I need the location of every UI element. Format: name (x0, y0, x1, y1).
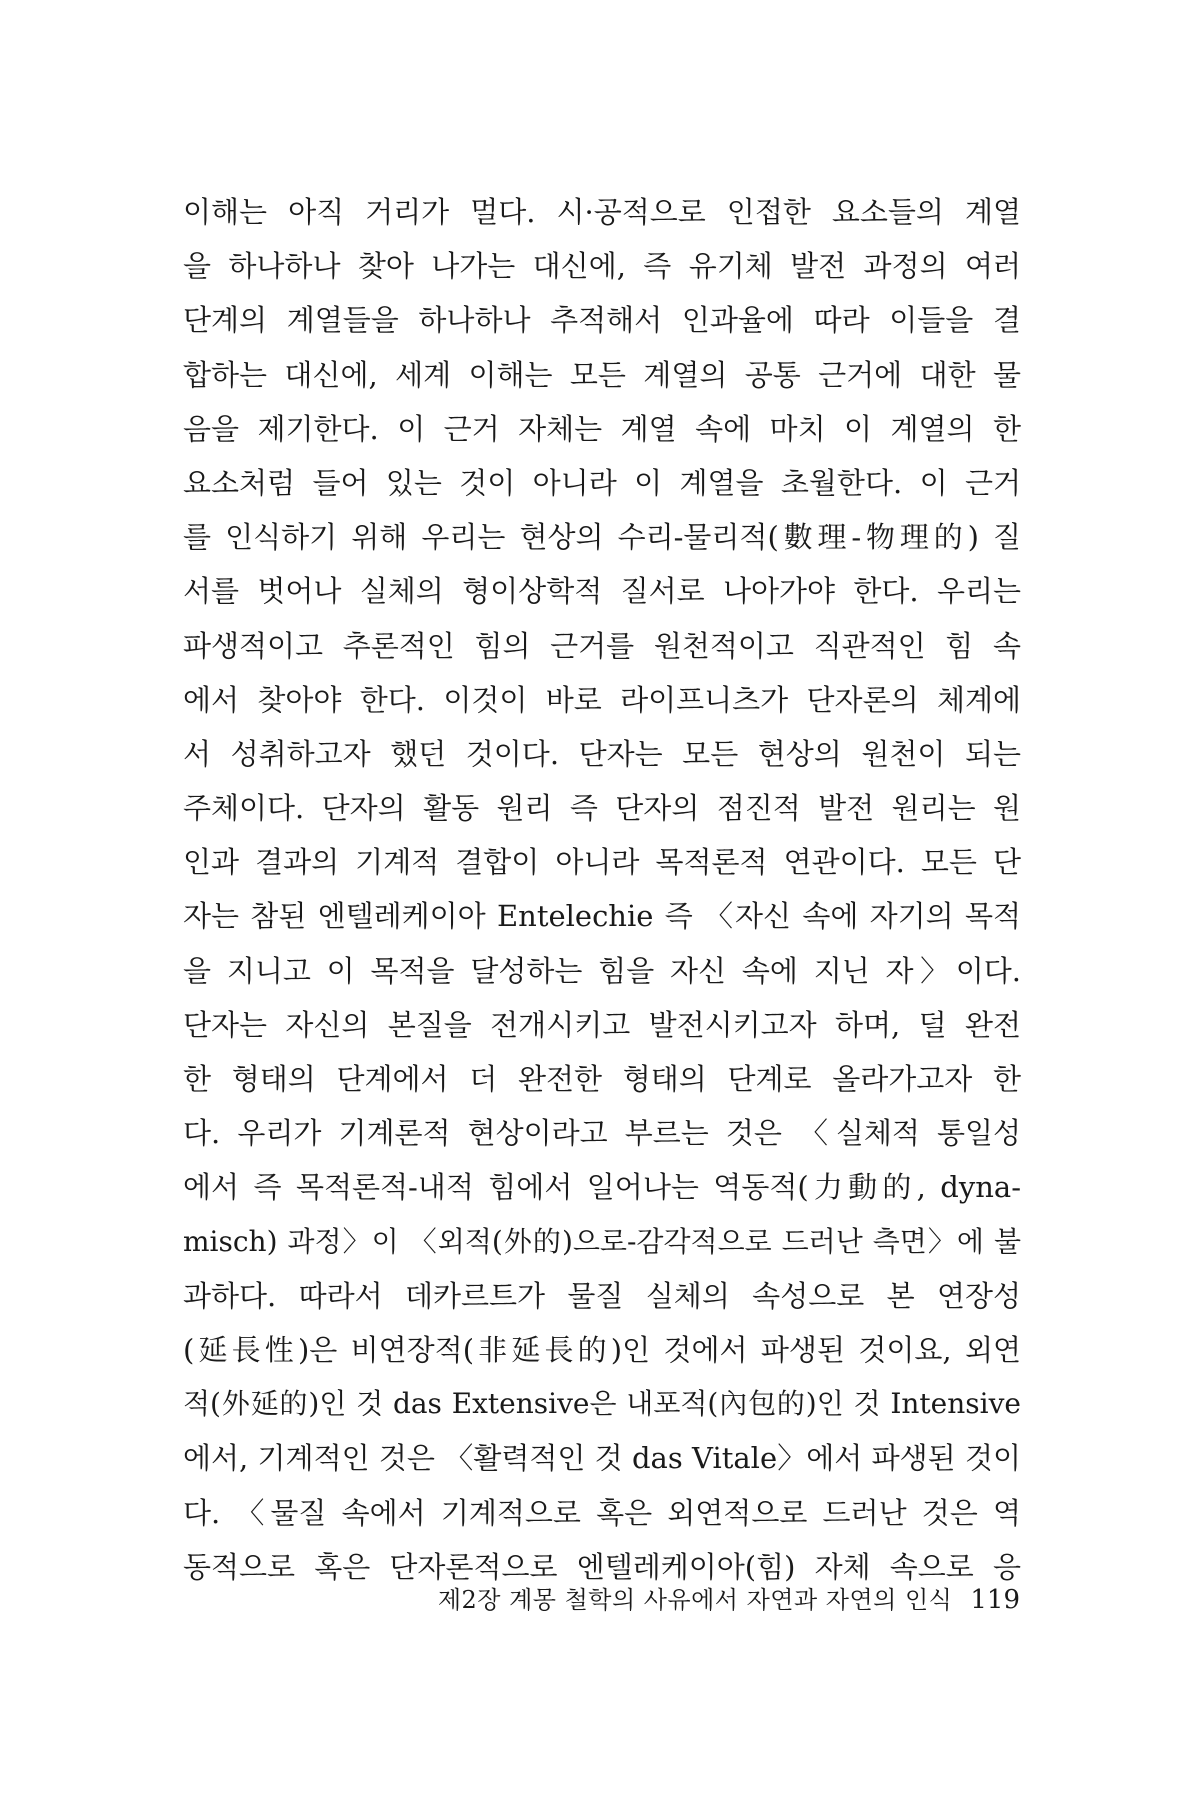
text-line: 서를 벗어나 실체의 형이상학적 질서로 나아가야 한다. 우리는 (183, 574, 1021, 609)
text-line: 에서, 기계적인 것은 〈활력적인 것 das Vitale〉에서 파생된 것이 (183, 1441, 1021, 1476)
text-line: 음을 제기한다. 이 근거 자체는 계열 속에 마치 이 계열의 한 (183, 411, 1021, 446)
text-line: 자는 참된 엔텔레케이아 Entelechie 즉 〈자신 속에 자기의 목적 (183, 899, 1021, 934)
text-line: 다. 〈물질 속에서 기계적으로 혹은 외연적으로 드러난 것은 역 (183, 1495, 1021, 1530)
text-line: 인과 결과의 기계적 결합이 아니라 목적론적 연관이다. 모든 단 (183, 845, 1021, 880)
page-number: 119 (970, 1585, 1020, 1615)
text-line: 이해는 아직 거리가 멀다. 시·공적으로 인접한 요소들의 계열 (183, 195, 1021, 229)
running-footer-chapter-title: 제2장 계몽 철학의 사유에서 자연과 자연의 인식 (437, 1586, 953, 1614)
text-line: 주체이다. 단자의 활동 원리 즉 단자의 점진적 발전 원리는 원 (183, 791, 1021, 826)
text-line: 를 인식하기 위해 우리는 현상의 수리-물리적(數理-物理的) 질 (183, 520, 1021, 555)
text-line: 과하다. 따라서 데카르트가 물질 실체의 속성으로 본 연장성 (183, 1278, 1021, 1313)
text-line: 한 형태의 단계에서 더 완전한 형태의 단계로 올라가고자 한 (183, 1062, 1021, 1096)
text-line: 합하는 대신에, 세계 이해는 모든 계열의 공통 근거에 대한 물 (183, 357, 1021, 392)
text-line: (延長性)은 비연장적(非延長的)인 것에서 파생된 것이요, 외연 (183, 1332, 1021, 1367)
text-line: 요소처럼 들어 있는 것이 아니라 이 계열을 초월한다. 이 근거 (183, 465, 1021, 500)
body-text (183, 185, 1021, 1594)
text-line: 을 지니고 이 목적을 달성하는 힘을 자신 속에 지닌 자〉이다. (183, 953, 1021, 988)
page-footer (380, 1580, 1020, 1620)
text-line: 서 성취하고자 했던 것이다. 단자는 모든 현상의 원천이 되는 (183, 736, 1021, 771)
text-line: 파생적이고 추론적인 힘의 근거를 원천적이고 직관적인 힘 속 (183, 628, 1021, 663)
text-line: 동적으로 혹은 단자론적으로 엔텔레케이아(힘) 자체 속으로 응 (183, 1549, 1021, 1584)
text-line: 단계의 계열들을 하나하나 추적해서 인과율에 따라 이들을 결 (183, 303, 1021, 338)
text-line: 을 하나하나 찾아 나가는 대신에, 즉 유기체 발전 과정의 여러 (183, 249, 1021, 284)
text-line: 에서 즉 목적론적-내적 힘에서 일어나는 역동적(力動的, dyna- (183, 1170, 1021, 1205)
text-line: misch) 과정〉이 〈외적(外的)으로-감각적으로 드러난 측면〉에 불 (183, 1224, 1021, 1258)
text-line: 단자는 자신의 본질을 전개시키고 발전시키고자 하며, 덜 완전 (183, 1007, 1021, 1042)
text-line: 에서 찾아야 한다. 이것이 바로 라이프니츠가 단자론의 체계에 (183, 682, 1021, 717)
text-line: 적(外延的)인 것 das Extensive은 내포적(內包的)인 것 Intensive (183, 1387, 1021, 1421)
text-line: 다. 우리가 기계론적 현상이라고 부르는 것은 〈실체적 통일성 (183, 1116, 1021, 1151)
